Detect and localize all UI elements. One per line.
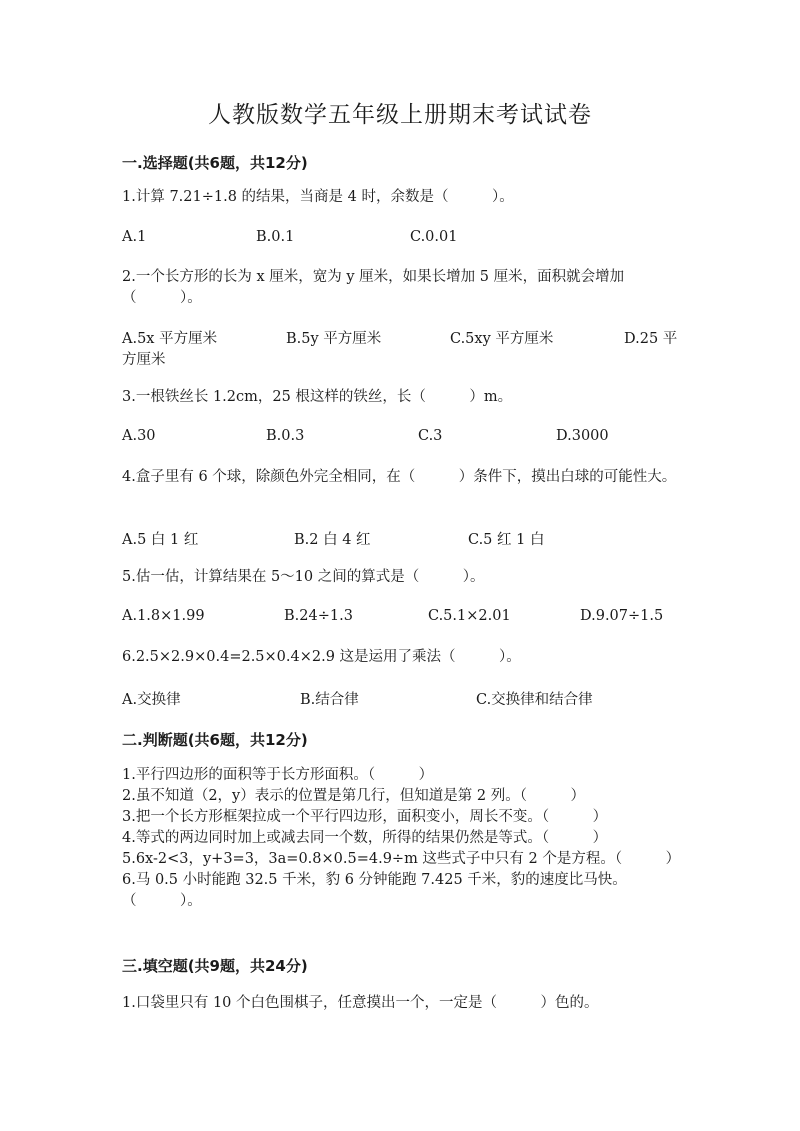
option-c[interactable]: C.5xy 平方厘米	[450, 331, 554, 347]
option-c[interactable]: C.5 红 1 白	[468, 532, 545, 548]
option-a[interactable]: A.交换律	[122, 692, 181, 708]
options-3	[122, 428, 682, 449]
question-6: 6.2.5×2.9×0.4=2.5×0.4×2.9 这是运用了乘法（ ）。	[122, 649, 521, 665]
option-a[interactable]: A.30	[122, 428, 156, 444]
option-d[interactable]: D.25 平	[624, 331, 678, 347]
option-b[interactable]: B.2 白 4 红	[294, 532, 371, 548]
option-b[interactable]: B.结合律	[300, 692, 359, 708]
option-c[interactable]: C.5.1×2.01	[428, 608, 511, 624]
option-b[interactable]: B.0.1	[256, 229, 295, 245]
section-heading-judge: 二.判断题(共6题，共12分)	[122, 731, 308, 749]
options-1	[122, 229, 682, 250]
judge-list	[122, 765, 682, 912]
option-c[interactable]: C.0.01	[410, 229, 458, 245]
options-2	[122, 327, 682, 348]
judge-item: 3.把一个长方形框架拉成一个平行四边形，面积变小，周长不变。（ ）	[122, 809, 608, 825]
question-2: 2.一个长方形的长为 x 厘米，宽为 y 厘米，如果长增加 5 厘米，面积就会增加（ ）。	[122, 269, 625, 306]
option-c[interactable]: C.3	[418, 428, 443, 444]
question-4: 4.盒子里有 6 个球，除颜色外完全相同，在（ ）条件下，摸出白球的可能性大。	[122, 469, 677, 485]
option-b[interactable]: B.24÷1.3	[284, 608, 353, 624]
section-heading-fill: 三.填空题(共9题，共24分)	[122, 957, 308, 975]
option-a[interactable]: A.5x 平方厘米	[122, 331, 218, 347]
options-6	[122, 688, 682, 709]
option-d-continued: 方厘米	[122, 352, 166, 368]
question-5: 5.估一估，计算结果在 5～10 之间的算式是（ ）。	[122, 569, 485, 585]
option-d[interactable]: D.9.07÷1.5	[580, 608, 664, 624]
options-4	[122, 528, 682, 549]
judge-item: 5.6x-2<3，y+3=3，3a=0.8×0.5=4.9÷m 这些式子中只有 2 个是方程。（ ）	[122, 851, 681, 867]
question-3: 3.一根铁丝长 1.2cm，25 根这样的铁丝，长（ ）m。	[122, 389, 513, 405]
section-heading-choice: 一.选择题(共6题，共12分)	[122, 154, 308, 172]
judge-item: 2.虽不知道（2，y）表示的位置是第几行，但知道是第 2 列。（ ）	[122, 788, 585, 804]
judge-item: 1.平行四边形的面积等于长方形面积。（ ）	[122, 767, 434, 783]
fill-question-1: 1.口袋里只有 10 个白色围棋子，任意摸出一个，一定是（ ）色的。	[122, 995, 599, 1011]
option-a[interactable]: A.5 白 1 红	[122, 532, 199, 548]
judge-item: 6.马 0.5 小时能跑 32.5 千米，豹 6 分钟能跑 7.425 千米，豹的速度比马快。（ ）。	[122, 872, 627, 909]
option-c[interactable]: C.交换律和结合律	[476, 692, 593, 708]
question-1: 1.计算 7.21÷1.8 的结果，当商是 4 时，余数是（ ）。	[122, 189, 514, 205]
page-title: 人教版数学五年级上册期末考试试卷	[208, 102, 592, 128]
options-2-wrap	[122, 348, 682, 369]
options-5	[122, 608, 682, 629]
judge-item: 4.等式的两边同时加上或减去同一个数，所得的结果仍然是等式。（ ）	[122, 830, 608, 846]
option-d[interactable]: D.3000	[556, 428, 609, 444]
option-a[interactable]: A.1.8×1.99	[122, 608, 205, 624]
option-b[interactable]: B.0.3	[266, 428, 305, 444]
option-a[interactable]: A.1	[122, 229, 147, 245]
option-b[interactable]: B.5y 平方厘米	[286, 331, 382, 347]
